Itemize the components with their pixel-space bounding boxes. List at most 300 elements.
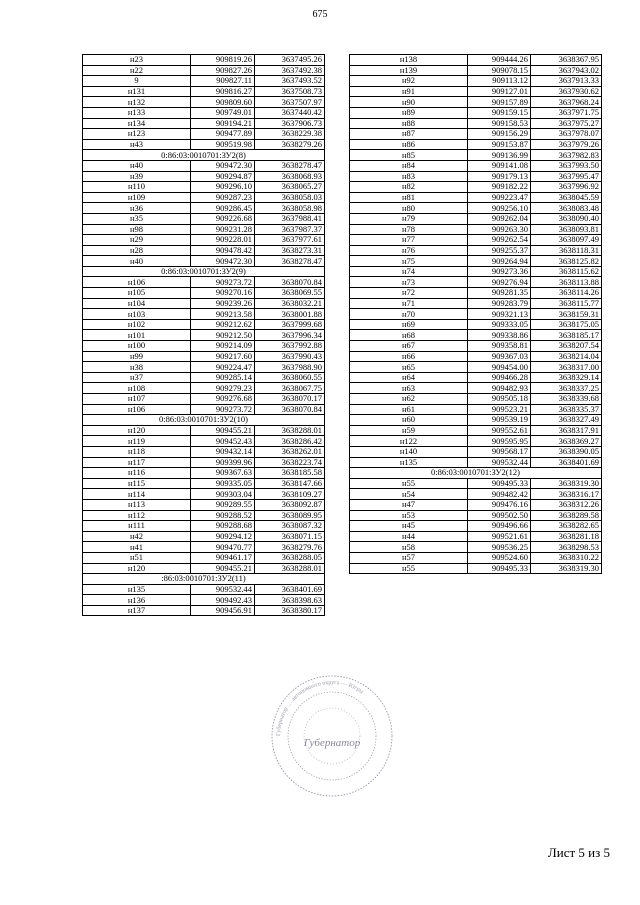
point-name: н110 (83, 182, 191, 193)
point-name: н109 (83, 192, 191, 203)
coordinate-row (350, 192, 602, 203)
coord-x: 909283.79 (468, 298, 531, 309)
coord-x: 909482.93 (468, 383, 531, 394)
coord-y: 3637493.52 (255, 76, 325, 87)
coordinate-row (350, 552, 602, 563)
point-name: н80 (350, 203, 468, 214)
coord-y: 3637999.68 (255, 319, 325, 330)
point-name: н51 (83, 552, 191, 563)
coord-y: 3638298.53 (531, 542, 602, 553)
coordinate-row (83, 341, 325, 352)
coordinate-row (83, 478, 325, 489)
coord-x: 909321.13 (468, 309, 531, 320)
coord-y: 3638398.63 (255, 595, 325, 606)
point-name: н72 (350, 288, 468, 299)
coord-x: 909263.30 (468, 224, 531, 235)
coord-x: 909212.50 (191, 330, 255, 341)
coordinate-row (83, 213, 325, 224)
coord-x: 909568.17 (468, 446, 531, 457)
coord-x: 909455.21 (191, 425, 255, 436)
coord-y: 3637906.73 (255, 118, 325, 129)
point-name: н99 (83, 351, 191, 362)
point-name: н75 (350, 256, 468, 267)
coord-x: 909214.09 (191, 341, 255, 352)
point-name: н84 (350, 160, 468, 171)
coord-x: 909495.33 (468, 478, 531, 489)
point-name: н61 (350, 404, 468, 415)
point-name: н101 (83, 330, 191, 341)
coordinates-table-left (82, 54, 325, 616)
coord-y: 3638087.32 (255, 521, 325, 532)
coord-y: 3637495.26 (255, 55, 325, 66)
coordinate-row (83, 605, 325, 616)
point-name: н47 (350, 499, 468, 510)
coord-x: 909156.29 (468, 129, 531, 140)
coordinate-row (350, 160, 602, 171)
coord-y: 3638262.01 (255, 446, 325, 457)
point-name: н40 (83, 256, 191, 267)
coord-y: 3637930.62 (531, 86, 602, 97)
coordinate-row (83, 192, 325, 203)
coord-y: 3637995.47 (531, 171, 602, 182)
coord-x: 909472.30 (191, 256, 255, 267)
coordinate-row (83, 552, 325, 563)
coordinate-row (350, 245, 602, 256)
point-name: н77 (350, 235, 468, 246)
coord-x: 909224.47 (191, 362, 255, 373)
coord-x: 909521.61 (468, 531, 531, 542)
coordinate-row (350, 150, 602, 161)
coord-x: 909279.23 (191, 383, 255, 394)
coordinate-row (350, 129, 602, 140)
coord-y: 3638071.15 (255, 531, 325, 542)
point-name: н65 (350, 362, 468, 373)
point-name: н116 (83, 468, 191, 479)
coord-x: 909444.26 (468, 55, 531, 66)
coord-y: 3638090.40 (531, 213, 602, 224)
coord-y: 3637978.07 (531, 129, 602, 140)
coordinate-row (83, 288, 325, 299)
coord-y: 3637990.43 (255, 351, 325, 362)
coord-y: 3638069.55 (255, 288, 325, 299)
coordinate-row (83, 139, 325, 150)
coord-x: 909158.53 (468, 118, 531, 129)
coord-x: 909294.12 (191, 531, 255, 542)
point-name: н131 (83, 86, 191, 97)
coord-x: 909455.21 (191, 563, 255, 574)
section-label: 0:86:03:0010701:ЗУ2(10) (83, 415, 325, 426)
coordinate-row (350, 235, 602, 246)
coord-y: 3638045.59 (531, 192, 602, 203)
point-name: н117 (83, 457, 191, 468)
point-name: н76 (350, 245, 468, 256)
coord-x: 909113.12 (468, 76, 531, 87)
coord-y: 3638401.69 (255, 584, 325, 595)
coord-y: 3637996.92 (531, 182, 602, 193)
coord-y: 3637992.88 (255, 341, 325, 352)
point-name: н102 (83, 319, 191, 330)
point-name: н118 (83, 446, 191, 457)
coord-y: 3638115.62 (531, 266, 602, 277)
coordinate-row (350, 351, 602, 362)
coordinate-row (350, 182, 602, 193)
coordinate-row (350, 521, 602, 532)
coord-y: 3638058.98 (255, 203, 325, 214)
point-name: н22 (83, 65, 191, 76)
coord-x: 909482.42 (468, 489, 531, 500)
coord-x: 909217.60 (191, 351, 255, 362)
coordinate-row (350, 86, 602, 97)
point-name: н69 (350, 319, 468, 330)
coord-y: 3638115.77 (531, 298, 602, 309)
coord-x: 909399.96 (191, 457, 255, 468)
coordinate-row (83, 107, 325, 118)
point-name: н55 (350, 478, 468, 489)
point-name: н92 (350, 76, 468, 87)
coord-x: 909296.10 (191, 182, 255, 193)
point-name: н67 (350, 341, 468, 352)
point-name: н54 (350, 489, 468, 500)
section-label: :86:03:0010701:ЗУ2(11) (83, 574, 325, 585)
coordinate-row (83, 55, 325, 66)
coordinate-row (83, 235, 325, 246)
coordinate-row (83, 457, 325, 468)
coord-x: 909276.68 (191, 394, 255, 405)
coord-y: 3637943.02 (531, 65, 602, 76)
coordinate-row (350, 383, 602, 394)
section-header-row (83, 574, 325, 585)
coord-x: 909816.27 (191, 86, 255, 97)
point-name: н43 (83, 139, 191, 150)
coord-x: 909532.44 (191, 584, 255, 595)
coord-x: 909552.61 (468, 425, 531, 436)
coord-y: 3638175.05 (531, 319, 602, 330)
coord-x: 909749.01 (191, 107, 255, 118)
coord-x: 909281.35 (468, 288, 531, 299)
coord-y: 3638159.31 (531, 309, 602, 320)
coordinate-row (350, 55, 602, 66)
point-name: н37 (83, 372, 191, 383)
coord-y: 3638317.91 (531, 425, 602, 436)
coordinate-row (350, 97, 602, 108)
coordinate-row (83, 160, 325, 171)
coord-x: 909078.15 (468, 65, 531, 76)
coord-y: 3638278.47 (255, 160, 325, 171)
point-name: н60 (350, 415, 468, 426)
coord-y: 3638068.93 (255, 171, 325, 182)
coord-y: 3638337.25 (531, 383, 602, 394)
section-label: 0:86:03:0010701:ЗУ2(8) (83, 150, 325, 161)
coord-x: 909532.44 (468, 457, 531, 468)
coord-x: 909231.28 (191, 224, 255, 235)
coord-y: 3637492.38 (255, 65, 325, 76)
coord-x: 909476.16 (468, 499, 531, 510)
point-name: н105 (83, 288, 191, 299)
coordinates-table-right (349, 54, 602, 574)
point-name: н38 (83, 362, 191, 373)
point-name: н112 (83, 510, 191, 521)
coord-x: 909226.68 (191, 213, 255, 224)
coord-x: 909288.52 (191, 510, 255, 521)
coordinate-row (350, 309, 602, 320)
coord-x: 909358.81 (468, 341, 531, 352)
coord-y: 3638070.84 (255, 404, 325, 415)
point-name: н135 (350, 457, 468, 468)
coord-y: 3638286.42 (255, 436, 325, 447)
point-name: н103 (83, 309, 191, 320)
coord-y: 3638067.75 (255, 383, 325, 394)
coordinate-row (83, 224, 325, 235)
coord-x: 909595.95 (468, 436, 531, 447)
coordinate-row (350, 531, 602, 542)
point-name: н113 (83, 499, 191, 510)
coord-x: 909141.08 (468, 160, 531, 171)
point-name: н23 (83, 55, 191, 66)
coordinate-row (83, 372, 325, 383)
coord-y: 3638282.65 (531, 521, 602, 532)
coordinate-row (83, 298, 325, 309)
coord-y: 3638319.30 (531, 563, 602, 574)
section-label: 0:86:03:0010701:ЗУ2(12) (350, 468, 602, 479)
coordinate-row (350, 563, 602, 574)
coordinate-row (350, 362, 602, 373)
point-name: н73 (350, 277, 468, 288)
coord-y: 3638310.22 (531, 552, 602, 563)
point-name: н66 (350, 351, 468, 362)
coordinate-row (350, 213, 602, 224)
coord-y: 3637975.27 (531, 118, 602, 129)
coord-y: 3638312.26 (531, 499, 602, 510)
stamp-center-text: Губернатор (303, 737, 361, 749)
coordinate-row (350, 298, 602, 309)
point-name: н104 (83, 298, 191, 309)
coord-x: 909273.72 (191, 404, 255, 415)
coord-y: 3638317.00 (531, 362, 602, 373)
coordinate-row (350, 415, 602, 426)
coord-x: 909287.23 (191, 192, 255, 203)
point-name: н86 (350, 139, 468, 150)
coord-y: 3638070.84 (255, 277, 325, 288)
coordinate-row (350, 319, 602, 330)
coord-x: 909477.89 (191, 129, 255, 140)
point-name: н107 (83, 394, 191, 405)
coordinate-row (350, 394, 602, 405)
point-name: н120 (83, 425, 191, 436)
point-name: н98 (83, 224, 191, 235)
point-name: н133 (83, 107, 191, 118)
coordinate-row (83, 277, 325, 288)
point-name: н82 (350, 182, 468, 193)
coord-y: 3638001.88 (255, 309, 325, 320)
point-name: н57 (350, 552, 468, 563)
point-name: н87 (350, 129, 468, 140)
point-name: н111 (83, 521, 191, 532)
coordinate-row (350, 118, 602, 129)
point-name: н135 (83, 584, 191, 595)
point-name: н58 (350, 542, 468, 553)
coordinate-row (350, 478, 602, 489)
coordinate-row (350, 446, 602, 457)
coord-y: 3638118.31 (531, 245, 602, 256)
coord-y: 3638288.05 (255, 552, 325, 563)
coordinate-row (350, 256, 602, 267)
coordinate-row (83, 245, 325, 256)
coord-x: 909273.72 (191, 277, 255, 288)
coord-y: 3638109.27 (255, 489, 325, 500)
coordinate-row (83, 563, 325, 574)
coord-y: 3638229.38 (255, 129, 325, 140)
coord-x: 909367.03 (468, 351, 531, 362)
coord-x: 909466.28 (468, 372, 531, 383)
point-name: н64 (350, 372, 468, 383)
coord-x: 909136.99 (468, 150, 531, 161)
coordinate-row (83, 584, 325, 595)
coord-y: 3638207.54 (531, 341, 602, 352)
coordinate-row (83, 97, 325, 108)
coord-y: 3637982.83 (531, 150, 602, 161)
coord-y: 3637988.90 (255, 362, 325, 373)
coordinate-row (83, 118, 325, 129)
coord-x: 909496.66 (468, 521, 531, 532)
point-name: н140 (350, 446, 468, 457)
coord-y: 3638058.03 (255, 192, 325, 203)
coord-y: 3638319.30 (531, 478, 602, 489)
point-name: н88 (350, 118, 468, 129)
point-name: н114 (83, 489, 191, 500)
point-name: н68 (350, 330, 468, 341)
point-name: н39 (83, 171, 191, 182)
coord-y: 3637988.41 (255, 213, 325, 224)
point-name: 9 (83, 76, 191, 87)
section-header-row (83, 150, 325, 161)
coord-x: 909478.42 (191, 245, 255, 256)
coordinate-row (350, 425, 602, 436)
coord-y: 3638125.82 (531, 256, 602, 267)
coordinate-row (350, 139, 602, 150)
coordinate-row (83, 351, 325, 362)
coord-x: 909432.14 (191, 446, 255, 457)
coord-x: 909827.26 (191, 65, 255, 76)
coord-y: 3638070.17 (255, 394, 325, 405)
coord-x: 909264.94 (468, 256, 531, 267)
coordinate-row (83, 330, 325, 341)
coord-x: 909288.68 (191, 521, 255, 532)
coord-x: 909539.19 (468, 415, 531, 426)
coord-x: 909519.98 (191, 139, 255, 150)
governor-stamp (268, 672, 396, 800)
coordinate-row (350, 288, 602, 299)
coordinate-row (350, 224, 602, 235)
point-name: н134 (83, 118, 191, 129)
coord-x: 909461.17 (191, 552, 255, 563)
point-name: н71 (350, 298, 468, 309)
point-name: н132 (83, 97, 191, 108)
coord-y: 3637977.61 (255, 235, 325, 246)
coord-y: 3637968.24 (531, 97, 602, 108)
coord-y: 3638288.01 (255, 425, 325, 436)
point-name: н74 (350, 266, 468, 277)
coordinate-row (83, 436, 325, 447)
coord-x: 909273.36 (468, 266, 531, 277)
coord-y: 3638327.49 (531, 415, 602, 426)
coordinate-row (83, 404, 325, 415)
point-name: н42 (83, 531, 191, 542)
point-name: н137 (83, 605, 191, 616)
coord-y: 3638223.74 (255, 457, 325, 468)
coord-x: 909523.21 (468, 404, 531, 415)
coordinate-row (350, 457, 602, 468)
coord-y: 3638329.14 (531, 372, 602, 383)
point-name: н59 (350, 425, 468, 436)
point-name: н45 (350, 521, 468, 532)
coord-y: 3638401.69 (531, 457, 602, 468)
coord-x: 909276.94 (468, 277, 531, 288)
coord-y: 3638032.21 (255, 298, 325, 309)
point-name: н100 (83, 341, 191, 352)
coord-y: 3638273.31 (255, 245, 325, 256)
point-name: н79 (350, 213, 468, 224)
coord-y: 3638113.88 (531, 277, 602, 288)
coord-x: 909809.60 (191, 97, 255, 108)
point-name: н36 (83, 203, 191, 214)
coordinate-row (83, 468, 325, 479)
coordinate-row (350, 510, 602, 521)
coord-x: 909502.50 (468, 510, 531, 521)
coord-x: 909228.01 (191, 235, 255, 246)
coordinate-row (350, 436, 602, 447)
coord-x: 909256.10 (468, 203, 531, 214)
point-name: н136 (83, 595, 191, 606)
coordinate-row (83, 383, 325, 394)
coord-y: 3638335.37 (531, 404, 602, 415)
coord-y: 3638185.17 (531, 330, 602, 341)
coord-x: 909819.26 (191, 55, 255, 66)
point-name: н115 (83, 478, 191, 489)
coordinate-row (83, 499, 325, 510)
coord-x: 909505.18 (468, 394, 531, 405)
coord-y: 3638093.81 (531, 224, 602, 235)
coordinate-row (83, 489, 325, 500)
coord-x: 909367.63 (191, 468, 255, 479)
coord-y: 3637987.37 (255, 224, 325, 235)
coord-x: 909212.62 (191, 319, 255, 330)
coord-y: 3637508.73 (255, 86, 325, 97)
coord-x: 909157.89 (468, 97, 531, 108)
coord-x: 909285.14 (191, 372, 255, 383)
coord-y: 3637507.97 (255, 97, 325, 108)
point-name: н138 (350, 55, 468, 66)
coordinate-row (350, 65, 602, 76)
coordinate-row (83, 510, 325, 521)
coord-x: 909294.87 (191, 171, 255, 182)
point-name: н106 (83, 277, 191, 288)
coordinate-row (350, 404, 602, 415)
coord-y: 3638279.76 (255, 542, 325, 553)
coord-y: 3637996.34 (255, 330, 325, 341)
coord-x: 909179.13 (468, 171, 531, 182)
coord-y: 3638369.27 (531, 436, 602, 447)
coord-y: 3638316.17 (531, 489, 602, 500)
coord-y: 3638089.95 (255, 510, 325, 521)
coord-x: 909335.05 (191, 478, 255, 489)
point-name: н40 (83, 160, 191, 171)
coord-y: 3638281.18 (531, 531, 602, 542)
coord-x: 909492.43 (191, 595, 255, 606)
coord-y: 3638092.87 (255, 499, 325, 510)
coord-y: 3637971.75 (531, 107, 602, 118)
coord-x: 909194.21 (191, 118, 255, 129)
coord-y: 3638185.58 (255, 468, 325, 479)
